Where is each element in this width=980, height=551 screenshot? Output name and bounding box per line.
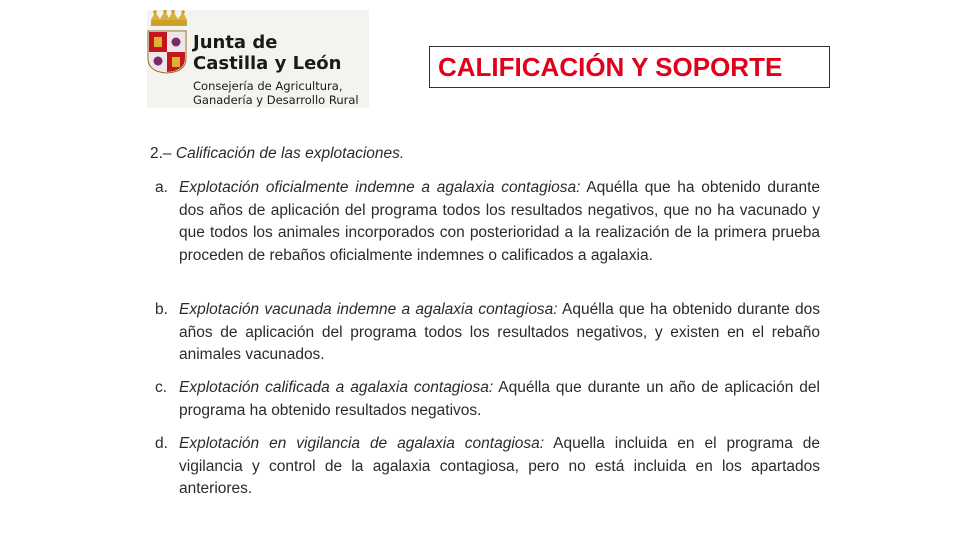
org-name-line2: Castilla y León <box>193 53 342 74</box>
list-item-letter: c. <box>155 379 168 396</box>
list-item <box>155 433 820 501</box>
slide-title-box <box>429 46 830 88</box>
crown-icon <box>149 10 189 28</box>
list-item <box>155 299 820 367</box>
section-heading <box>150 145 404 163</box>
list-item-term: Explotación en vigilancia de agalaxia contagiosa: <box>179 435 545 452</box>
list-item-body <box>179 177 820 267</box>
list-item-term: Explotación vacunada indemne a agalaxia contagiosa: <box>179 301 558 318</box>
department-line1: Consejería de Agricultura, <box>193 79 343 93</box>
list-item-body <box>179 377 820 422</box>
slide-title: CALIFICACIÓN Y SOPORTE <box>438 51 783 82</box>
department-line2: Ganadería y Desarrollo Rural <box>193 93 359 107</box>
section-number: 2.– <box>150 145 172 162</box>
list-item <box>155 177 820 267</box>
list-item-letter: a. <box>155 179 168 196</box>
list-item-text: Aquella incluida en el programa de vigilancia y control de la agalaxia contagiosa, pero no está incluida en los apartados anteriores. <box>179 435 820 497</box>
list-item-text: Aquélla que ha obtenido durante dos años de aplicación del programa todos los resultados negativos, y existen en el rebaño animales vacunados. <box>179 301 821 363</box>
list-item-term: Explotación calificada a agalaxia contagiosa: <box>179 379 494 396</box>
org-name-line1: Junta de <box>193 32 278 53</box>
list-item-text: Aquélla que durante un año de aplicación del programa ha obtenido resultados negativos. <box>179 379 820 419</box>
junta-logo <box>147 10 369 108</box>
list-item-text: Aquélla que ha obtenido durante dos años de aplicación del programa todos los resultados negativos, que no ha vacunado y que todos los animales incorporados con posterioridad a la realización de la primera prueba proceden de rebaños oficialmente indemnes o calificados a agalaxia. <box>179 179 820 264</box>
list-item-body <box>179 299 820 367</box>
list-item-term: Explotación oficialmente indemne a agalaxia contagiosa: <box>179 179 581 196</box>
list-item <box>155 377 820 422</box>
list-item-letter: d. <box>155 435 168 452</box>
section-title: Calificación de las explotaciones. <box>175 145 405 162</box>
coat-of-arms-icon <box>147 30 187 74</box>
list-item-letter: b. <box>155 301 168 318</box>
list-item-body <box>179 433 820 501</box>
